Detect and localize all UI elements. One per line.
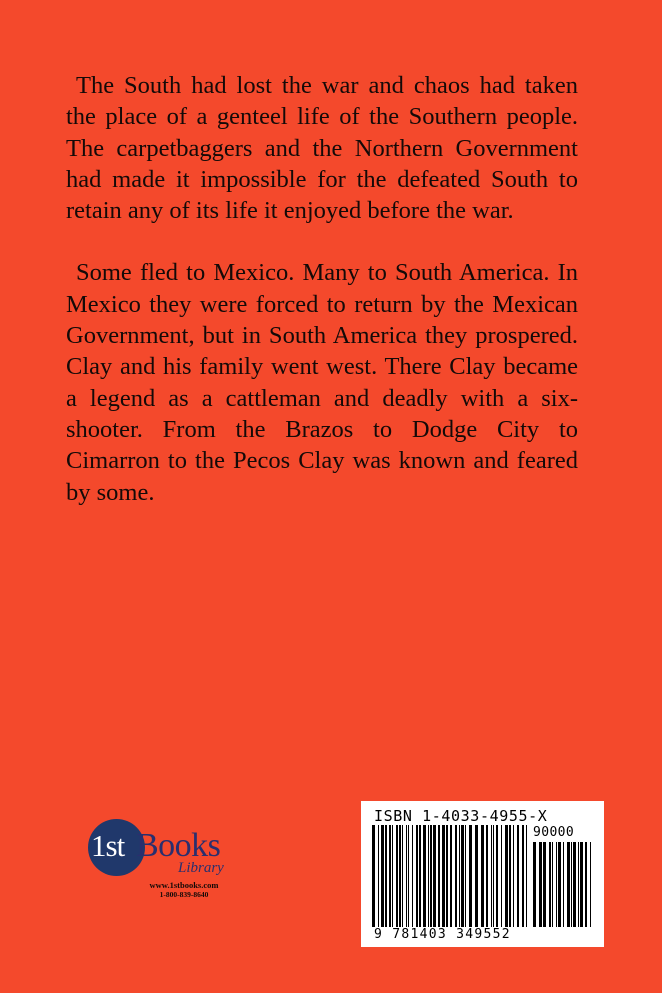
isbn-label: ISBN 1-4033-4955-X bbox=[374, 807, 548, 825]
logo-word: Books bbox=[136, 827, 221, 864]
back-cover-blurb bbox=[66, 70, 578, 508]
publisher-logo bbox=[88, 818, 238, 898]
blurb-paragraph-1: The South had lost the war and chaos had taken the place of a genteel life of the Southern people. The carpetbaggers and the Northern Government had made it impossible for the defeated South to retain any of its life it enjoyed before the war. bbox=[66, 72, 578, 225]
publisher-phone: 1-800-839-8640 bbox=[159, 890, 209, 899]
addon-barcode-bars bbox=[533, 842, 595, 927]
logo-number: 1st bbox=[91, 828, 125, 863]
price-code: 90000 bbox=[533, 825, 575, 840]
publisher-logo-mark bbox=[88, 818, 238, 880]
isbn-barcode bbox=[361, 801, 604, 947]
ean-digits: 9 781403 349552 bbox=[374, 927, 511, 942]
blurb-paragraph-2: Some fled to Mexico. Many to South America. In Mexico they were forced to return by the Mexican Government, but in South America they prospered. Clay and his family went west. There Clay became a legend as a cattleman and deadly with a six-shooter. From the Brazos to Dodge City to Cimarron to the Pecos Clay was known and feared by some. bbox=[66, 259, 578, 506]
logo-subtitle: Library bbox=[178, 860, 224, 876]
publisher-website: www.1stbooks.com bbox=[149, 880, 219, 890]
ean-barcode-bars bbox=[372, 825, 530, 927]
